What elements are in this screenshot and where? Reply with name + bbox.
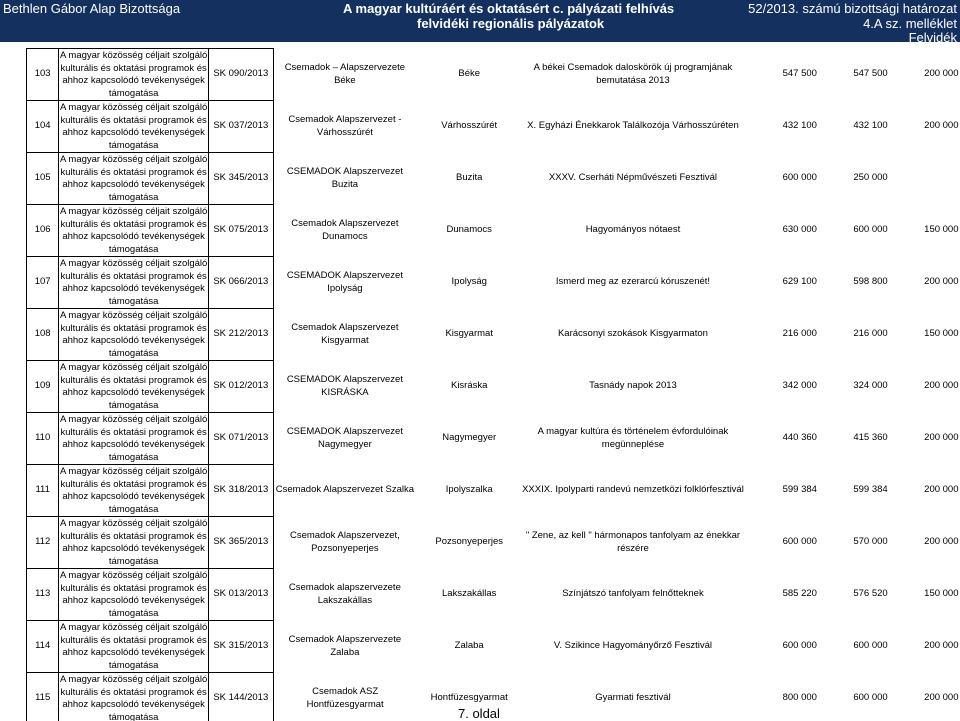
row-amount-requested: 600 000 — [782, 640, 817, 652]
table-row — [27, 569, 960, 621]
table-row — [27, 257, 960, 309]
header-annex-number: 4.A sz. melléklet — [863, 16, 957, 31]
row-place: Ipolyszalka — [445, 484, 493, 496]
row-amount-eligible: 324 000 — [853, 380, 888, 392]
row-amount-requested: 432 100 — [782, 120, 817, 132]
row-place: Dunamocs — [446, 224, 492, 236]
row-amount-eligible: 599 384 — [853, 484, 888, 496]
row-code: SK 345/2013 — [208, 153, 273, 205]
row-place: Várhosszúrét — [441, 120, 498, 132]
row-amount-requested: 216 000 — [782, 328, 817, 340]
row-amount-eligible: 432 100 — [853, 120, 888, 132]
header-call-subtitle: felvidéki regionális pályázatok — [417, 16, 605, 31]
row-place: Buzita — [456, 172, 483, 184]
row-amount-eligible: 576 520 — [853, 588, 888, 600]
row-category — [59, 673, 209, 721]
row-amount-granted: 200 000 — [924, 692, 959, 704]
row-title: V. Szikince Hagyományőrző Fesztivál — [553, 640, 712, 652]
row-place: Pozsonyeperjes — [435, 536, 504, 548]
row-number: 112 — [27, 517, 59, 569]
row-place: Ipolyság — [451, 276, 487, 288]
row-place: Lakszakállas — [442, 588, 497, 600]
row-number: 109 — [27, 361, 59, 413]
row-amount-eligible: 600 000 — [853, 640, 888, 652]
row-category — [59, 153, 209, 205]
row-place: Hontfüzesgyarmat — [430, 692, 508, 704]
row-code: SK 365/2013 — [208, 517, 273, 569]
row-number: 108 — [27, 309, 59, 361]
row-amount-requested: 547 500 — [782, 68, 817, 80]
table-row — [27, 205, 960, 257]
row-number: 107 — [27, 257, 59, 309]
row-amount-requested: 629 100 — [782, 276, 817, 288]
row-title: XXXV. Cserháti Népművészeti Fesztivál — [548, 172, 717, 184]
row-amount-eligible: 547 500 — [853, 68, 888, 80]
category-text: A magyar közösség céljait szolgáló kulturális és oktatási programok és ahhoz kapcsolódó tevékenységek támogatása — [59, 310, 208, 359]
row-amount-granted: 150 000 — [924, 328, 959, 340]
category-text: A magyar közösség céljait szolgáló kulturális és oktatási programok és ahhoz kapcsolódó tevékenységek támogatása — [59, 206, 208, 255]
category-text: A magyar közösség céljait szolgáló kulturális és oktatási programok és ahhoz kapcsolódó tevékenységek támogatása — [59, 50, 208, 99]
row-title: XXXIX. Ipolyparti randevú nemzetközi folklórfesztivál — [522, 484, 744, 496]
row-amount-eligible: 250 000 — [853, 172, 888, 184]
header-organization: Bethlen Gábor Alap Bizottsága — [3, 1, 181, 16]
category-text: A magyar közösség céljait szolgáló kulturális és oktatási programok és ahhoz kapcsolódó tevékenységek támogatása — [59, 622, 208, 671]
row-amount-granted: 150 000 — [924, 588, 959, 600]
row-code: SK 012/2013 — [208, 361, 273, 413]
row-code: SK 013/2013 — [208, 569, 273, 621]
row-amount-granted: 200 000 — [924, 640, 959, 652]
row-number: 110 — [27, 413, 59, 465]
header-region: Felvidék — [908, 30, 957, 45]
row-place: Béke — [458, 68, 481, 80]
category-text: A magyar közösség céljait szolgáló kulturális és oktatási programok és ahhoz kapcsolódó tevékenységek támogatása — [59, 362, 208, 411]
row-code: SK 071/2013 — [208, 413, 273, 465]
header-decision-number: 52/2013. számú bizottsági határozat — [748, 1, 957, 16]
row-number: 106 — [27, 205, 59, 257]
row-amount-granted: 150 000 — [924, 224, 959, 236]
row-code: SK 037/2013 — [208, 101, 273, 153]
row-amount-eligible: 216 000 — [853, 328, 888, 340]
row-number: 113 — [27, 569, 59, 621]
row-category — [59, 569, 209, 621]
row-amount-granted: 200 000 — [924, 380, 959, 392]
row-code: SK 066/2013 — [208, 257, 273, 309]
row-amount-requested: 800 000 — [782, 692, 817, 704]
page-header — [0, 0, 960, 45]
row-amount-eligible: 600 000 — [853, 224, 888, 236]
category-text: A magyar közösség céljait szolgáló kulturális és oktatási programok és ahhoz kapcsolódó tevékenységek támogatása — [59, 414, 208, 463]
table-row — [27, 465, 960, 517]
row-category — [59, 517, 209, 569]
row-number: 115 — [27, 673, 59, 721]
row-amount-eligible: 415 360 — [853, 432, 888, 444]
row-title: A magyar kultúra és történelem évfordulóinak megünneplése — [537, 426, 729, 450]
category-text: A magyar közösség céljait szolgáló kulturális és oktatási programok és ahhoz kapcsolódó tevékenységek támogatása — [59, 674, 208, 721]
row-place: Kisgyarmat — [445, 328, 493, 340]
row-number: 104 — [27, 101, 59, 153]
row-category — [59, 621, 209, 673]
row-amount-eligible: 598 800 — [853, 276, 888, 288]
row-number: 103 — [27, 49, 59, 101]
row-amount-requested: 630 000 — [782, 224, 817, 236]
row-amount-requested: 585 220 — [782, 588, 817, 600]
table-row — [27, 101, 960, 153]
row-place: Nagymegyer — [442, 432, 497, 444]
row-organization: Csemadok – Alapszervezete Béke — [284, 62, 406, 86]
row-number: 114 — [27, 621, 59, 673]
row-category — [59, 413, 209, 465]
row-organization: CSEMADOK Alapszervezet Nagymegyer — [286, 426, 403, 450]
row-organization: CSEMADOK Alapszervezet KISRÁSKA — [286, 374, 403, 398]
row-code: SK 315/2013 — [208, 621, 273, 673]
row-title: Hagyományos nótaest — [585, 224, 681, 236]
header-call-title: A magyar kultúráért és oktatásért c. pályázati felhívás — [343, 1, 675, 16]
row-organization: CSEMADOK Alapszervezet Ipolyság — [286, 270, 403, 294]
row-title: A békei Csemadok daloskörök új programjának bemutatása 2013 — [533, 62, 733, 86]
row-title: Gyarmati fesztivál — [595, 692, 671, 704]
table-row — [27, 49, 960, 101]
grant-table — [26, 48, 960, 721]
row-title: Tasnády napok 2013 — [589, 380, 677, 392]
table-row — [27, 153, 960, 205]
row-category — [59, 49, 209, 101]
row-title: Ismerd meg az ezerarcú kóruszenét! — [555, 276, 711, 288]
row-category — [59, 465, 209, 517]
row-category — [59, 361, 209, 413]
row-amount-granted: 200 000 — [924, 68, 959, 80]
row-amount-requested: 600 000 — [782, 536, 817, 548]
row-organization: Csemadok Alapszervezet Kisgyarmat — [291, 322, 399, 346]
row-amount-granted: 200 000 — [924, 432, 959, 444]
row-category — [59, 257, 209, 309]
table-row — [27, 413, 960, 465]
row-organization: Csemadok Alapszervezet Szalka — [275, 484, 415, 496]
row-code: SK 090/2013 — [208, 49, 273, 101]
row-amount-granted: 200 000 — [924, 484, 959, 496]
row-amount-granted: 200 000 — [924, 276, 959, 288]
table-row — [27, 361, 960, 413]
category-text: A magyar közösség céljait szolgáló kulturális és oktatási programok és ahhoz kapcsolódó tevékenységek támogatása — [59, 570, 208, 619]
row-amount-requested: 600 000 — [782, 172, 817, 184]
row-organization: Csemadok Alapszervezete Zalaba — [288, 634, 402, 658]
table-row — [27, 517, 960, 569]
row-code: SK 318/2013 — [208, 465, 273, 517]
category-text: A magyar közösség céljait szolgáló kulturális és oktatási programok és ahhoz kapcsolódó tevékenységek támogatása — [59, 154, 208, 203]
row-category — [59, 205, 209, 257]
category-text: A magyar közösség céljait szolgáló kulturális és oktatási programok és ahhoz kapcsolódó tevékenységek támogatása — [59, 258, 208, 307]
row-organization: CSEMADOK Alapszervezet Buzita — [286, 166, 403, 190]
row-amount-requested: 342 000 — [782, 380, 817, 392]
row-organization: Csemadok Alapszervezet Dunamocs — [291, 218, 399, 242]
category-text: A magyar közösség céljait szolgáló kulturális és oktatási programok és ahhoz kapcsolódó tevékenységek támogatása — [59, 518, 208, 567]
row-amount-granted — [892, 153, 960, 205]
row-title: Karácsonyi szokások Kisgyarmaton — [557, 328, 708, 340]
row-number: 111 — [27, 465, 59, 517]
row-amount-requested: 599 384 — [782, 484, 817, 496]
row-amount-requested: 440 360 — [782, 432, 817, 444]
row-category — [59, 101, 209, 153]
row-category — [59, 309, 209, 361]
row-code: SK 212/2013 — [208, 309, 273, 361]
table-row — [27, 309, 960, 361]
table-row — [27, 621, 960, 673]
category-text: A magyar közösség céljait szolgáló kulturális és oktatási programok és ahhoz kapcsolódó tevékenységek támogatása — [59, 466, 208, 515]
row-organization: Csemadok ASZ Hontfüzesgyarmat — [306, 686, 384, 710]
row-organization: Csemadok alapszervezete Lakszakállas — [288, 582, 401, 606]
row-organization: Csemadok Alapszervezet - Várhosszúrét — [288, 114, 402, 138]
row-amount-granted: 200 000 — [924, 120, 959, 132]
row-number: 105 — [27, 153, 59, 205]
category-text: A magyar közösség céljait szolgáló kulturális és oktatási programok és ahhoz kapcsolódó tevékenységek támogatása — [59, 102, 208, 151]
row-organization: Csemadok Alapszervezet, Pozsonyeperjes — [289, 530, 400, 554]
row-title: " Zene, az kell " hármonapos tanfolyam az énekkar részére — [525, 530, 741, 554]
page-number: 7. oldal — [458, 706, 500, 721]
row-amount-eligible: 570 000 — [853, 536, 888, 548]
row-place: Zalaba — [454, 640, 484, 652]
row-place: Kisráska — [450, 380, 488, 392]
row-code: SK 144/2013 — [208, 673, 273, 721]
row-amount-granted: 200 000 — [924, 536, 959, 548]
row-amount-eligible: 600 000 — [853, 692, 888, 704]
row-title: Színjátszó tanfolyam felnőtteknek — [562, 588, 704, 600]
row-title: X. Egyházi Énekkarok Találkozója Várhosszúréten — [527, 120, 739, 132]
row-code: SK 075/2013 — [208, 205, 273, 257]
